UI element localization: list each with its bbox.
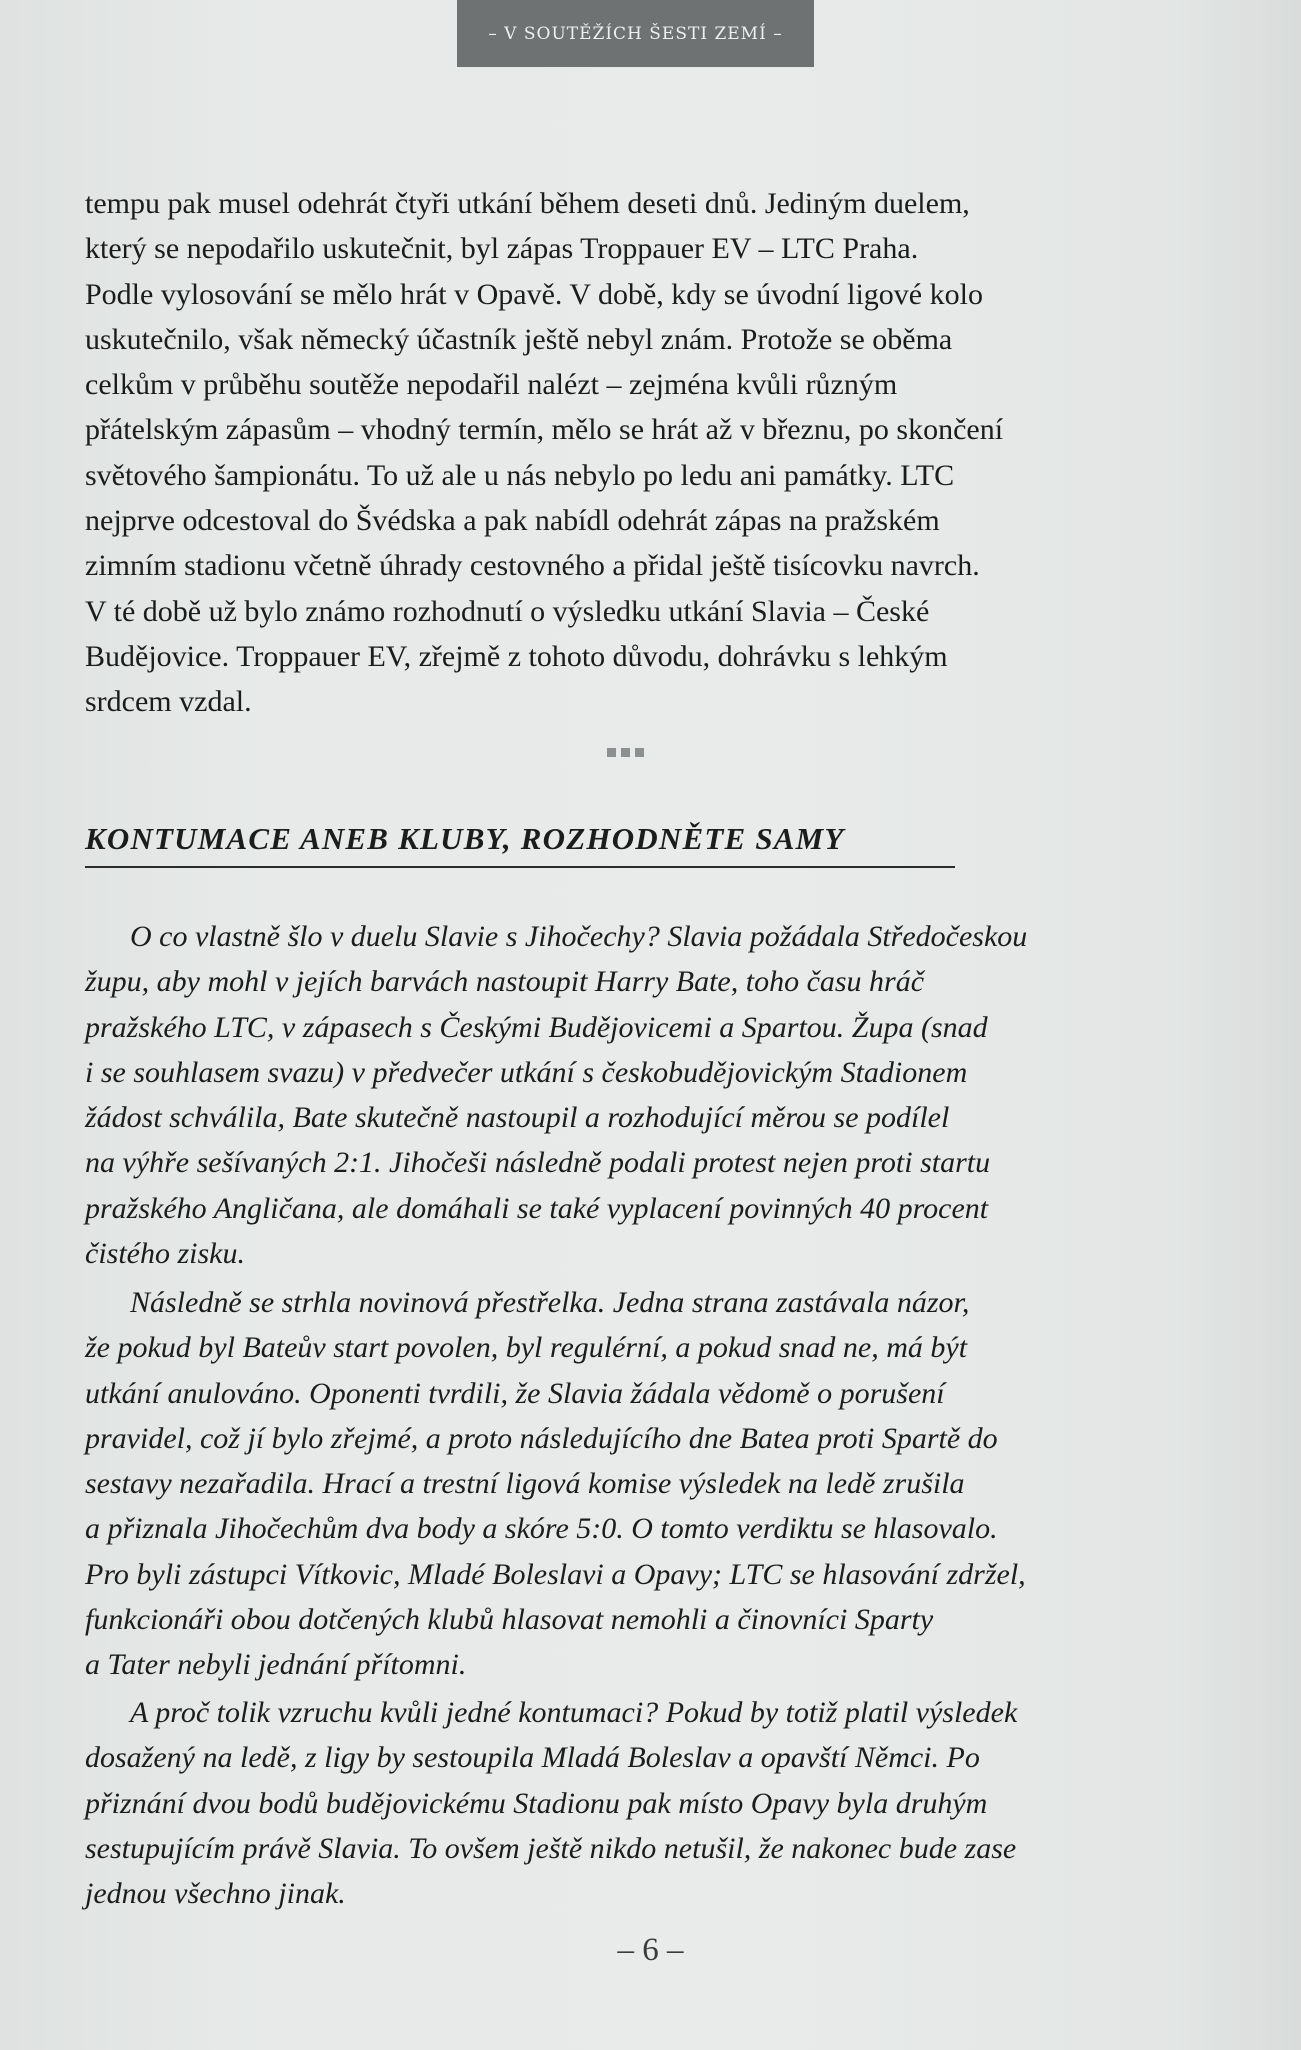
text-line: nejprve odcestoval do Švédska a pak nabídl odehrát zápas na pražském bbox=[85, 504, 940, 538]
paragraph-4 bbox=[85, 1690, 1195, 1916]
paragraph-3 bbox=[85, 1280, 1195, 1688]
text-line: dosažený na ledě, z ligy by sestoupila Mladá Boleslav a opavští Němci. Po bbox=[85, 1741, 980, 1775]
text-line: že pokud byl Bateův start povolen, byl regulérní, a pokud snad ne, má být bbox=[85, 1331, 968, 1365]
text-line: světového šampionátu. To už ale u nás nebylo po ledu ani památky. LTC bbox=[85, 458, 955, 492]
text-line: Podle vylosování se mělo hrát v Opavě. V době, kdy se úvodní ligové kolo bbox=[85, 277, 983, 311]
text-line: čistého zisku. bbox=[85, 1237, 245, 1271]
text-line: celkům v průběhu soutěže nepodařil nalézt – zejména kvůli různým bbox=[85, 368, 898, 402]
text-line: srdcem vzdal. bbox=[85, 685, 252, 719]
text-line: který se nepodařilo uskutečnit, byl zápas Troppauer EV – LTC Praha. bbox=[85, 232, 919, 266]
text-line: uskutečnilo, však německý účastník ještě nebyl znám. Protože se oběma bbox=[85, 322, 953, 356]
text-line: přiznání dvou bodů budějovickému Stadionu pak místo Opavy byla druhým bbox=[85, 1786, 988, 1820]
text-line: pravidel, což jí bylo zřejmé, a proto následujícího dne Batea proti Spartě do bbox=[85, 1421, 998, 1455]
text-line: tempu pak musel odehrát čtyři utkání během deseti dnů. Jediným duelem, bbox=[85, 187, 970, 220]
text-line: utkání anulováno. Oponenti tvrdili, že Slavia žádala vědomě o porušení bbox=[85, 1376, 945, 1410]
paragraph-1 bbox=[85, 181, 1195, 725]
section-separator bbox=[607, 748, 644, 757]
text-line: pražského Angličana, ale domáhali se také vyplacení povinných 40 procent bbox=[85, 1191, 989, 1225]
text-line: A proč tolik vzruchu kvůli jedné kontumaci? Pokud by totiž platil výsledek bbox=[130, 1696, 1018, 1729]
text-line: přátelským zápasům – vhodný termín, mělo se hrát až v březnu, po skončení bbox=[85, 413, 1004, 447]
text-line: žádost schválila, Bate skutečně nastoupil a rozhodující měrou se podílel bbox=[85, 1101, 950, 1135]
text-line: funkcionáři obou dotčených klubů hlasovat nemohli a činovníci Sparty bbox=[85, 1603, 934, 1637]
heading-underline bbox=[85, 866, 955, 868]
text-line: Následně se strhla novinová přestřelka. Jedna strana zastávala názor, bbox=[130, 1286, 970, 1319]
page-number: – 6 – bbox=[617, 1932, 684, 1968]
text-line: Pro byli zástupci Vítkovic, Mladé Boleslavi a Opavy; LTC se hlasování zdržel, bbox=[85, 1557, 1026, 1591]
section-heading: KONTUMACE ANEB KLUBY, ROZHODNĚTE SAMY bbox=[85, 821, 845, 856]
text-line: sestupujícím právě Slavia. To ovšem ještě nikdo netušil, že nakonec bude zase bbox=[85, 1831, 1017, 1865]
running-head: – V SOUTĚŽÍCH ŠESTI ZEMÍ – bbox=[457, 0, 814, 67]
text-line: župu, aby mohl v jejích barvách nastoupit Harry Bate, toho času hráč bbox=[85, 965, 925, 999]
paragraph-2 bbox=[85, 914, 1195, 1276]
separator-square bbox=[621, 748, 630, 757]
text-line: Budějovice. Troppauer EV, zřejmě z tohoto důvodu, dohrávku s lehkým bbox=[85, 639, 948, 673]
separator-square bbox=[635, 748, 644, 757]
text-line: i se souhlasem svazu) v předvečer utkání s českobudějovickým Stadionem bbox=[85, 1055, 968, 1089]
text-line: a přiznala Jihočechům dva body a skóre 5:0. O tomto verdiktu se hlasovalo. bbox=[85, 1512, 998, 1546]
text-line: sestavy nezařadila. Hrací a trestní ligová komise výsledek na ledě zrušila bbox=[85, 1467, 965, 1501]
text-line: pražského LTC, v zápasech s Českými Budějovicemi a Spartou. Župa (snad bbox=[85, 1010, 988, 1044]
text-line: a Tater nebyli jednání přítomni. bbox=[85, 1648, 467, 1682]
text-line: jednou všechno jinak. bbox=[85, 1877, 346, 1911]
text-line: O co vlastně šlo v duelu Slavie s Jihočechy? Slavia požádala Středočeskou bbox=[130, 920, 1028, 953]
text-line: zimním stadionu včetně úhrady cestovného a přidal ještě tisícovku navrch. bbox=[85, 549, 980, 583]
separator-square bbox=[607, 748, 616, 757]
text-line: V té době už bylo známo rozhodnutí o výsledku utkání Slavia – České bbox=[85, 594, 930, 628]
text-line: na výhře sešívaných 2:1. Jihočeši následně podali protest nejen proti startu bbox=[85, 1146, 991, 1180]
